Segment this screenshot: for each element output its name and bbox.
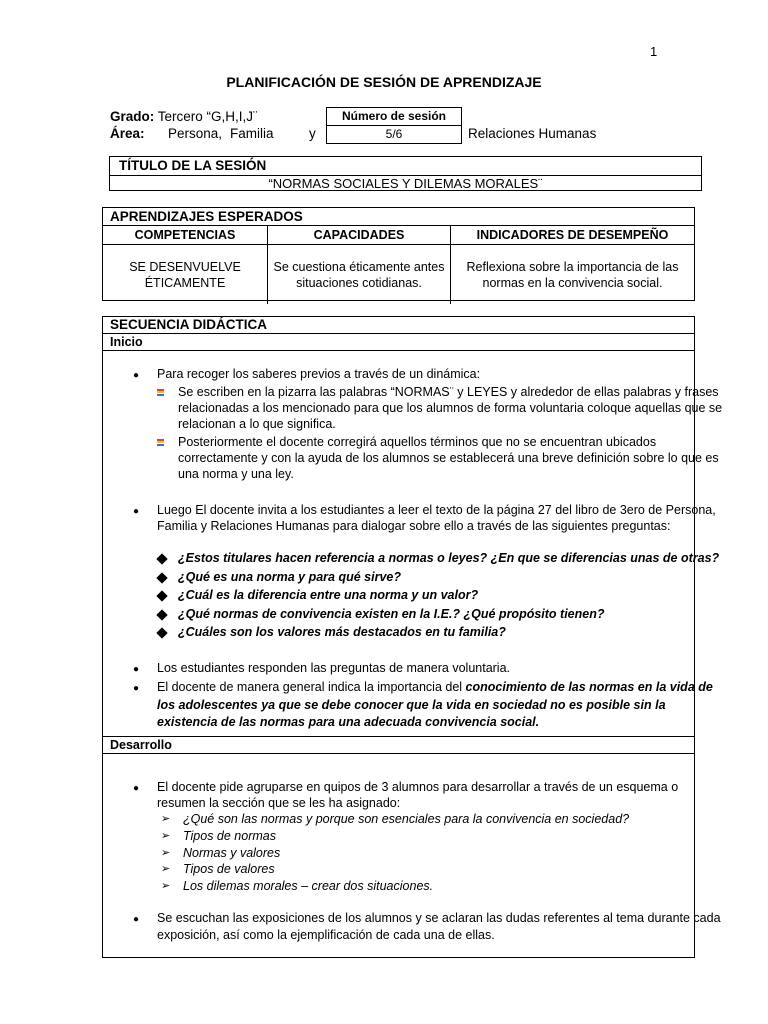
session-number-header: Número de sesión [327, 108, 461, 126]
multicolor-square-icon [157, 389, 164, 396]
arrow-bullet-icon: ➢ [161, 880, 171, 892]
desarrollo-bullet-2-line-1: Se escuchan las exposiciones de los alumnos y se aclaran las dudas referentes al tema durante cada [157, 911, 721, 925]
bullet-dot: ● [133, 914, 140, 925]
area-value-1: Persona, [168, 126, 223, 141]
inicio-sub-2-line-1: Posteriormente el docente corregirá aquellos términos que no se encuentran ubicados [178, 435, 657, 449]
pregunta-4: ¿Qué normas de convivencia existen en la I.E.? ¿Qué propósito tienen? [178, 607, 605, 621]
inicio-bullet-3: Los estudiantes responden las preguntas de manera voluntaria. [157, 661, 511, 675]
grado-label: Grado: [110, 109, 155, 124]
bullet-dot: ● [133, 664, 140, 675]
desarrollo-item-4: Tipos de valores [183, 862, 275, 876]
desarrollo-bullet-1-line-1: El docente pide agruparse en quipos de 3 alumnos para desarrollar a través de un esquema o [157, 780, 679, 794]
page-number: 1 [650, 44, 658, 59]
inicio-bullet-4-line-2: los adolescentes ya que se debe conocer que la vida en sociedad no es posible sin la [157, 698, 666, 712]
area-value-2: Familia [230, 126, 274, 141]
session-title-box [109, 156, 702, 191]
document-title: PLANIFICACIÓN DE SESIÓN DE APRENDIZAJE [226, 74, 542, 90]
pregunta-1: ¿Estos titulares hacen referencia a normas o leyes? ¿En que se diferencias unas de otras? [178, 551, 720, 565]
bullet-dot: ● [133, 783, 140, 794]
pregunta-5: ¿Cuáles son los valores más destacados en tu familia? [178, 625, 506, 639]
desarrollo-bullet-1-line-2: resumen la sección que se les ha asignado: [157, 796, 401, 810]
cell-competencia: SE DESENVUELVE ÉTICAMENTE [103, 245, 268, 305]
session-title-label: TÍTULO DE LA SESIÓN [110, 157, 701, 176]
bullet-dot: ● [133, 683, 140, 694]
inicio-label: Inicio [103, 334, 694, 351]
desarrollo-item-3: Normas y valores [183, 846, 281, 860]
inicio-bullet-4-line-3: existencia de las normas para una adecuada convivencia social. [157, 715, 540, 729]
aprendizajes-grid [103, 226, 694, 304]
area-value-end: Relaciones Humanas [468, 126, 597, 141]
col-capacidades: CAPACIDADES [268, 226, 451, 245]
col-indicadores: INDICADORES DE DESEMPEÑO [451, 226, 695, 245]
aprendizajes-table [102, 207, 695, 301]
cell-indicador: Reflexiona sobre la importancia de las normas en la convivencia social. [466, 259, 679, 290]
inicio-sub-1-line-2: relacionadas a los mencionado para que los alumnos de forma voluntaria coloque aquellas que se [178, 401, 723, 415]
grado-value: Tercero “G,H,I,J¨ [157, 109, 258, 124]
area-value-3: y [309, 126, 316, 141]
session-number-value: 5/6 [385, 127, 403, 141]
arrow-bullet-icon: ➢ [161, 847, 171, 859]
session-number-box [326, 107, 462, 144]
bullet-dot: ● [133, 370, 140, 381]
bullet-dot: ● [133, 506, 140, 517]
inicio-bullet-2-line-2: Familia y Relaciones Humanas para dialogar sobre ello a través de las siguientes preguntas: [157, 519, 671, 533]
inicio-sub-2-line-3: una norma y una ley. [178, 467, 294, 481]
aprendizajes-heading: APRENDIZAJES ESPERADOS [103, 208, 694, 226]
inicio-sub-1-line-1: Se escriben en la pizarra las palabras “NORMAS¨ y LEYES y alrededor de ellas palabras y frases [178, 385, 719, 399]
area-label: Área: [110, 126, 145, 141]
inicio-bullet-4-line-1: El docente de manera general indica la importancia del conocimiento de las normas en la vida de [157, 680, 713, 694]
arrow-bullet-icon: ➢ [161, 813, 171, 825]
desarrollo-item-2: Tipos de normas [183, 829, 276, 843]
inicio-sub-2-line-2: correctamente y con la ayuda de los alumnos se establecerá una breve definición sobre lo que es [178, 451, 719, 465]
inicio-bullet-1: Para recoger los saberes previos a través de un dinámica: [157, 367, 481, 381]
grado-row [110, 109, 258, 124]
desarrollo-item-5: Los dilemas morales – crear dos situaciones. [183, 879, 434, 893]
desarrollo-label: Desarrollo [103, 736, 694, 754]
arrow-bullet-icon: ➢ [161, 863, 171, 875]
pregunta-2: ¿Qué es una norma y para qué sirve? [178, 570, 401, 584]
cell-capacidad: Se cuestiona éticamente antes situaciones cotidianas. [268, 245, 451, 305]
multicolor-square-icon [157, 439, 164, 446]
col-competencias: COMPETENCIAS [103, 226, 268, 245]
desarrollo-item-1: ¿Qué son las normas y porque son esenciales para la convivencia en sociedad? [183, 812, 630, 826]
session-title-value: “NORMAS SOCIALES Y DILEMAS MORALES¨ [268, 176, 543, 191]
secuencia-heading: SECUENCIA DIDÁCTICA [103, 317, 694, 334]
pregunta-3: ¿Cuál es la diferencia entre una norma y un valor? [178, 588, 479, 602]
desarrollo-bullet-2-line-2: exposición, así como la ejemplificación de cada una de ellas. [157, 928, 495, 942]
inicio-sub-1-line-3: relacionan a lo que significa. [178, 417, 336, 431]
arrow-bullet-icon: ➢ [161, 830, 171, 842]
inicio-bullet-2-line-1: Luego El docente invita a los estudiantes a leer el texto de la página 27 del libro de 3ero de Persona, [157, 503, 716, 517]
